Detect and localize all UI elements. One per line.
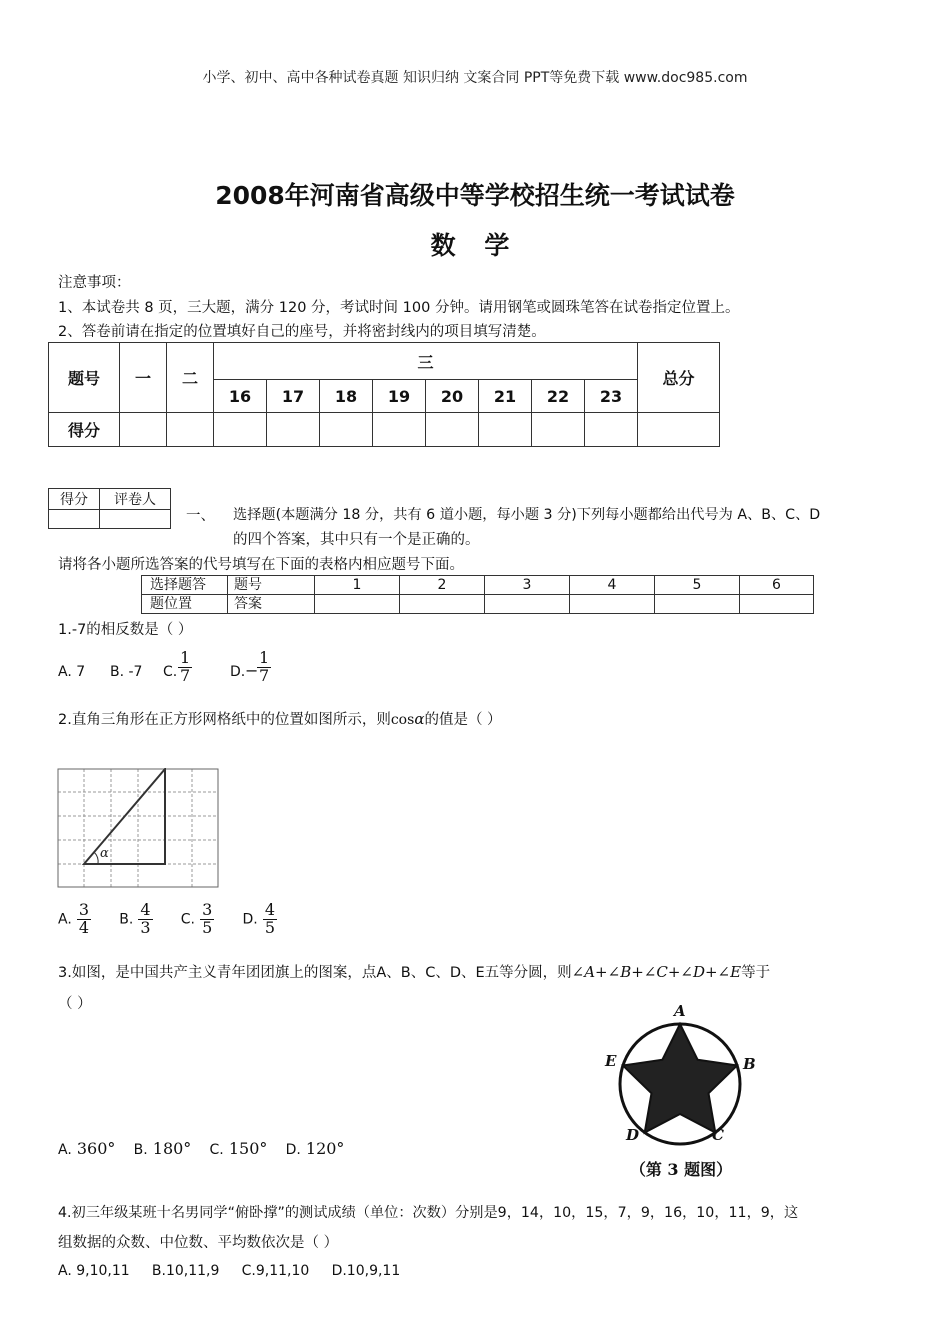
grader-box-score-cell[interactable]: [49, 510, 100, 529]
angle-arc: [94, 852, 98, 864]
answer-table-number: 6: [740, 576, 814, 595]
q1-option-a: A. 7: [58, 664, 86, 680]
q3-option-b-label: B.: [133, 1142, 148, 1158]
score-cell[interactable]: [638, 413, 720, 447]
q2-d-den: 5: [264, 917, 275, 937]
q2-options: [58, 902, 277, 937]
notice-line-2: 2、答卷前请在指定的位置填好自己的座号，并将密封线内的项目填写清楚。: [58, 324, 546, 340]
q2-text-before: 2.直角三角形在正方形网格纸中的位置如图所示，则: [58, 712, 391, 728]
answer-table-number: 4: [570, 576, 655, 595]
notice-heading: 注意事项：: [58, 275, 131, 291]
q2-option-c-label: C.: [180, 911, 196, 928]
q2-c-den: 5: [202, 917, 213, 937]
grader-box-grader-label: 评卷人: [100, 489, 171, 510]
score-cell[interactable]: [373, 413, 426, 447]
exam-title: 2008年河南省高级中等学校招生统一考试试卷: [215, 181, 735, 210]
score-cell[interactable]: [267, 413, 320, 447]
q2-option-b-label: B.: [119, 911, 134, 928]
answer-cell[interactable]: [655, 595, 740, 614]
q4-line-2: 组数据的众数、中位数、平均数依次是（ ）: [58, 1235, 339, 1251]
q4-options: A. 9,10,11 B.10,11,9 C.9,11,10 D.10,9,11: [58, 1263, 401, 1279]
score-table-q19: 19: [373, 380, 426, 413]
q2-d-num: 4: [264, 900, 275, 919]
answer-cell[interactable]: [570, 595, 655, 614]
answer-cell[interactable]: [485, 595, 570, 614]
q3-option-a-label: A.: [58, 1142, 72, 1158]
q2-c-num: 3: [202, 900, 213, 919]
score-cell[interactable]: [532, 413, 585, 447]
point-a-label: A: [674, 1002, 686, 1020]
q1-option-c-fraction: [178, 650, 192, 685]
answer-table-row-number-label: 题号: [228, 576, 315, 595]
answer-table-row-answer-label: 答案: [228, 595, 315, 614]
score-cell[interactable]: [214, 413, 267, 447]
score-table: [48, 342, 720, 447]
score-cell[interactable]: [426, 413, 479, 447]
score-table-row-label: 题号: [49, 343, 120, 413]
section-1-line-1: 选择题(本题满分 18 分，共有 6 道小题，每小题 3 分)下列每小题都给出代号为 A、B、C、D: [233, 507, 821, 523]
q4-line-1: 4.初三年级某班十名男同学“俯卧撑”的测试成绩（单位：次数）分别是9，14，10，15，7，9，16，10，11，9，这: [58, 1205, 799, 1221]
page-header: 小学、初中、高中各种试卷真题 知识归纳 文案合同 PPT等免费下载 www.doc985.com: [202, 70, 748, 86]
q2-option-a-label: A.: [58, 911, 72, 928]
answer-table-label-1: 选择题答: [142, 576, 228, 595]
score-cell[interactable]: [167, 413, 214, 447]
score-table-score-label: 得分: [49, 413, 120, 447]
q2-a-den: 4: [78, 917, 90, 937]
q3-option-d-label: D.: [285, 1142, 301, 1158]
answer-table-number: 5: [655, 576, 740, 595]
q1-d-numerator: 1: [259, 648, 270, 667]
q3-expression: ∠A+∠B+∠C+∠D+∠E: [571, 963, 742, 981]
answer-table-number: 3: [485, 576, 570, 595]
q2-b-num: 4: [140, 900, 151, 919]
q3-options: [58, 1139, 344, 1158]
notice-line-1: 1、本试卷共 8 页，三大题，满分 120 分，考试时间 100 分钟。请用钢笔或圆珠笔答在试卷指定位置上。: [58, 300, 740, 316]
grid-lines: [58, 769, 218, 887]
answer-cell[interactable]: [315, 595, 400, 614]
q1-option-d-minus: −: [245, 661, 259, 680]
score-table-q16: 16: [214, 380, 267, 413]
q3-text-after: 等于: [741, 965, 771, 981]
score-table-q18: 18: [320, 380, 373, 413]
q2-text-after: 的值是（ ）: [424, 712, 502, 728]
q2-cos: cos: [390, 712, 415, 728]
grader-box: [48, 488, 171, 529]
score-cell[interactable]: [479, 413, 532, 447]
score-table-q17: 17: [267, 380, 320, 413]
q3-option-c-label: C.: [209, 1142, 224, 1158]
q2-alpha: α: [414, 710, 425, 728]
score-table-col-2: 二: [167, 343, 214, 413]
point-e-label: E: [605, 1052, 617, 1070]
point-b-label: B: [743, 1055, 756, 1073]
answer-table: [141, 575, 814, 614]
q2-b-den: 3: [140, 917, 151, 937]
score-table-total: 总分: [638, 343, 720, 413]
score-table-col-1: 一: [120, 343, 167, 413]
section-1-line-2: 的四个答案，其中只有一个是正确的。: [233, 532, 480, 548]
score-table-q21: 21: [479, 380, 532, 413]
q3-option-d-value: 120°: [305, 1139, 345, 1158]
q3-paren: （ ）: [58, 996, 92, 1012]
q2-grid-figure: [57, 768, 221, 890]
q3-star-figure: [598, 996, 764, 1182]
score-table-q22: 22: [532, 380, 585, 413]
exam-subject: 数 学: [430, 231, 520, 260]
q3-text: [58, 961, 770, 982]
section-1-number: 一、: [186, 508, 215, 524]
grader-box-score-label: 得分: [49, 489, 100, 510]
score-cell[interactable]: [585, 413, 638, 447]
q1-c-numerator: 1: [180, 648, 191, 667]
section-1-instruction: 请将各小题所选答案的代号填写在下面的表格内相应题号下面。: [58, 557, 464, 573]
q1-text: 1.-7的相反数是（ ）: [58, 622, 193, 638]
q2-text: [58, 708, 502, 729]
q2-a-num: 3: [78, 900, 90, 919]
answer-table-number: 2: [400, 576, 485, 595]
answer-table-label-2: 题位置: [142, 595, 228, 614]
q2-option-d-label: D.: [242, 911, 258, 928]
q1-option-d-label: D.: [230, 664, 246, 680]
answer-cell[interactable]: [740, 595, 814, 614]
point-d-label: D: [626, 1126, 640, 1144]
grader-box-grader-cell[interactable]: [100, 510, 171, 529]
q1-c-denominator: 7: [180, 665, 191, 685]
q1-option-b: B. -7: [110, 664, 143, 680]
answer-cell[interactable]: [400, 595, 485, 614]
score-cell[interactable]: [120, 413, 167, 447]
q1-option-c-label: C.: [163, 664, 178, 680]
score-table-q20: 20: [426, 380, 479, 413]
score-table-col-3: 三: [214, 343, 638, 380]
point-c-label: C: [712, 1126, 724, 1144]
score-cell[interactable]: [320, 413, 373, 447]
score-table-q23: 23: [585, 380, 638, 413]
q3-option-a-value: 360°: [76, 1139, 116, 1158]
alpha-label: α: [100, 846, 109, 861]
q3-option-b-value: 180°: [152, 1139, 192, 1158]
right-triangle: [84, 769, 165, 864]
q3-text-before: 3.如图，是中国共产主义青年团团旗上的图案，点A、B、C、D、E五等分圆，则: [58, 965, 572, 981]
answer-table-number: 1: [315, 576, 400, 595]
figure-caption: （第 3 题图）: [629, 1160, 733, 1179]
q1-d-denominator: 7: [259, 665, 270, 685]
q3-option-c-value: 150°: [228, 1139, 268, 1158]
q1-option-d-fraction: [257, 650, 271, 685]
